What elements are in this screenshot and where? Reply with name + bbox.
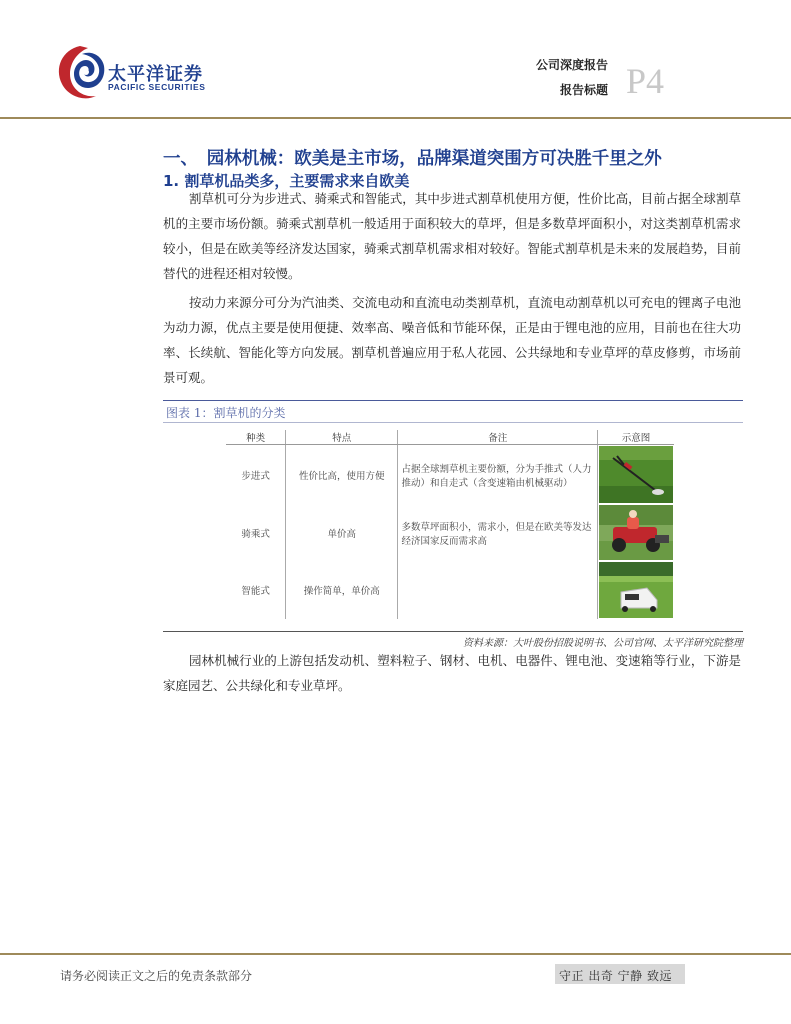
subsection-heading: 1. 割草机品类多，主要需求来自欧美 <box>163 172 410 190</box>
cell-feature: 性价比高，使用方便 <box>286 445 398 505</box>
table-row <box>226 504 674 561</box>
body-paragraph-1: 割草机可分为步进式、骑乘式和智能式，其中步进式割草机使用方便，性价比高，目前占据全球割草机的主要市场份额。骑乘式割草机一般适用于面积较大的草坪，但是多数草坪面积小，对这类割草机需求较小，但是在欧美等经济发达国家，骑乘式割草机需求相对较好。智能式割草机是未来的发展趋势，目前替代的进程还相对较慢。 <box>163 191 741 281</box>
header-feature: 特点 <box>286 430 398 445</box>
header-rule <box>0 117 791 119</box>
section-heading: 一、 园林机械：欧美是主市场，品牌渠道突围方可决胜千里之外 <box>163 149 662 169</box>
handheld-mower-photo <box>599 446 673 503</box>
body-paragraph-2: 按动力来源分可分为汽油类、交流电动和直流电动类割草机，直流电动割草机以可充电的锂离子电池为动力源，优点主要是使用便捷、效率高、噪音低和节能环保，正是由于锂电池的应用，目前也在往大功率、长续航、智能化等方向发展。割草机普遍应用于私人花园、公共绿地和专业草坪的草皮修剪，市场前景可观。 <box>163 295 741 385</box>
header-type: 种类 <box>226 430 286 445</box>
figure-caption-rule <box>163 422 743 423</box>
cell-type: 步进式 <box>226 445 286 505</box>
header-note: 备注 <box>398 430 598 445</box>
logo-chinese-name: 太平洋证券 <box>108 64 203 85</box>
footer-disclaimer: 请务必阅读正文之后的免责条款部分 <box>60 969 253 983</box>
cell-note: 多数草坪面积小，需求小，但是在欧美等发达经济国家反而需求高 <box>398 504 598 561</box>
header-image: 示意图 <box>598 430 674 445</box>
table-row <box>226 445 674 505</box>
body-paragraph-3: 园林机械行业的上游包括发动机、塑料粒子、钢材、电机、电器件、锂电池、变速箱等行业，下游是家庭园艺、公共绿化和专业草坪。 <box>163 653 741 693</box>
cell-type: 骑乘式 <box>226 504 286 561</box>
riding-mower-photo <box>599 505 673 560</box>
figure-source: 资料来源：大叶股份招股说明书、公司官网、太平洋研究院整理 <box>463 638 743 649</box>
report-type: 公司深度报告 <box>535 58 608 72</box>
cell-note: 占据全球割草机主要份额，分为手推式（人力推动）和自走式（含变速箱由机械驱动） <box>398 445 598 505</box>
table-row <box>226 561 674 619</box>
robot-mower-photo <box>599 562 673 618</box>
footer-motto: 守正 出奇 宁静 致远 <box>559 969 672 983</box>
cell-feature: 单价高 <box>286 504 398 561</box>
page-number: P4 <box>626 61 665 101</box>
figure-caption: 图表 1：割草机的分类 <box>166 406 286 420</box>
report-title: 报告标题 <box>559 83 608 97</box>
cell-note <box>398 561 598 619</box>
source-rule <box>163 631 743 632</box>
cell-type: 智能式 <box>226 561 286 619</box>
logo-english-name: PACIFIC SECURITIES <box>108 82 206 92</box>
cell-feature: 操作简单，单价高 <box>286 561 398 619</box>
table-header-row <box>226 430 674 445</box>
footer-rule <box>0 953 791 955</box>
mower-classification-table <box>226 430 674 619</box>
